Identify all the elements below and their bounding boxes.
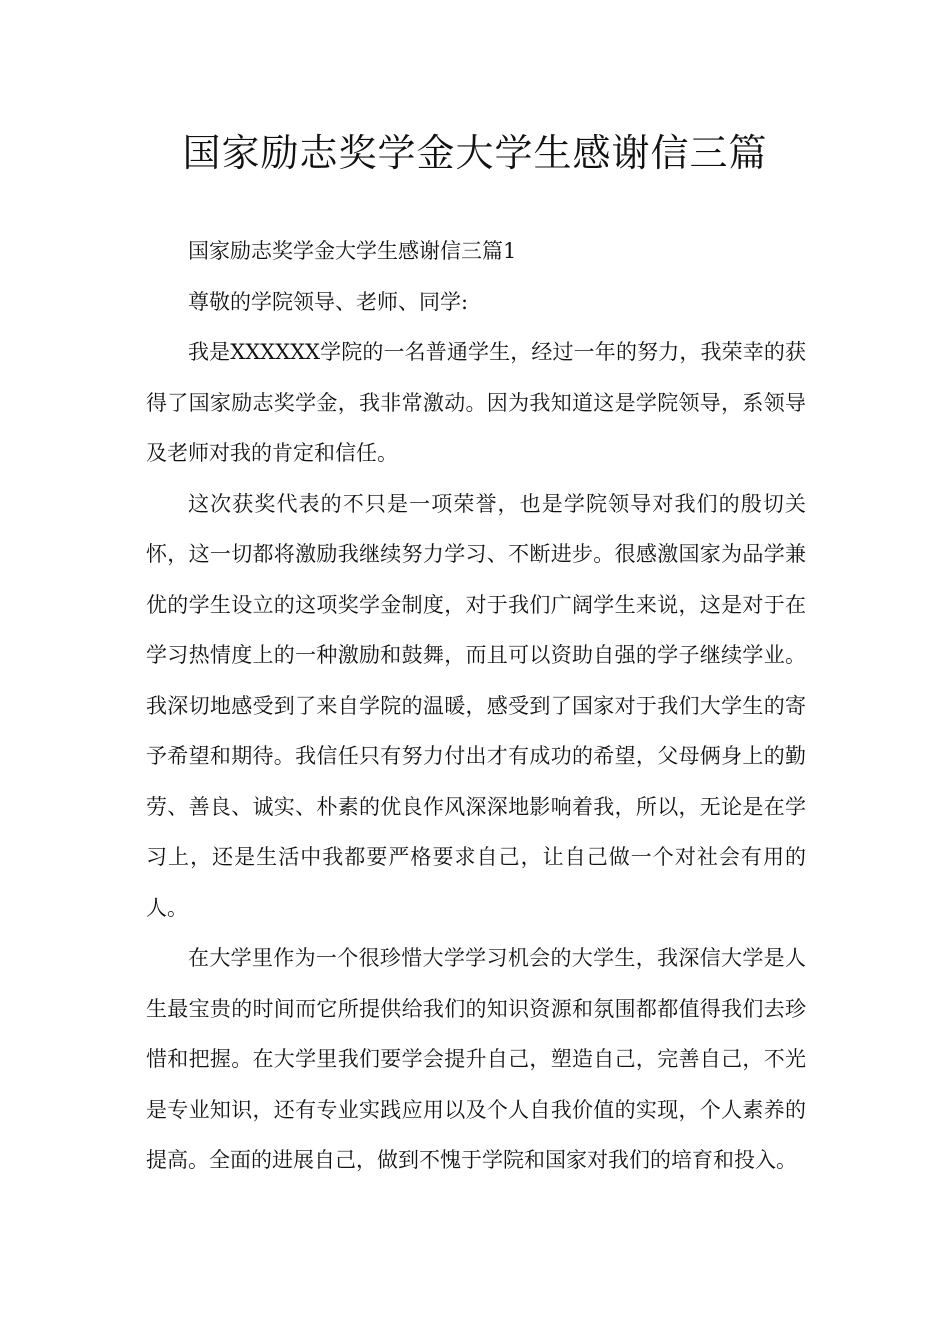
paragraph-1: 我是XXXXXX学院的一名普通学生，经过一年的努力，我荣幸的获得了国家励志奖学金，我非常激动。因为我知道这是学院领导，系领导及老师对我的肯定和信任。 <box>146 340 806 465</box>
paragraph-2: 这次获奖代表的不只是一项荣誉，也是学院领导对我们的殷切关怀，这一切都将激励我继续努力学习、不断进步。很感激国家为品学兼优的学生设立的这项奖学金制度，对于我们广阔学生来说，这是对于在学习热情度上的一种激励和鼓舞，而且可以资助自强的学子继续学业。我深切地感受到了来自学院的温暖，感受到了国家对于我们大学生的寄予希望和期待。我信任只有努力付出才有成功的希望，父母俩身上的勤劳、善良、诚实、朴素的优良作风深深地影响着我，所以，无论是在学习上，还是生活中我都要严格要求自己，让自己做一个对社会有用的人。 <box>146 491 806 920</box>
letter-subtitle: 国家励志奖学金大学生感谢信三篇1 <box>188 239 517 263</box>
document-title: 国家励志奖学金大学生感谢信三篇 <box>182 131 768 175</box>
paragraph-3: 在大学里作为一个很珍惜大学学习机会的大学生，我深信大学是人生最宝贵的时间而它所提供给我们的知识资源和氛围都都值得我们去珍惜和把握。在大学里我们要学会提升自己，塑造自己，完善自己，不光是专业知识，还有专业实践应用以及个人自我价值的实现，个人素养的提高。全面的进展自己，做到不愧于学院和国家对我们的培育和投入。 <box>146 946 806 1172</box>
document-body <box>146 226 806 1186</box>
salutation: 尊敬的学院领导、老师、同学: <box>188 289 469 314</box>
